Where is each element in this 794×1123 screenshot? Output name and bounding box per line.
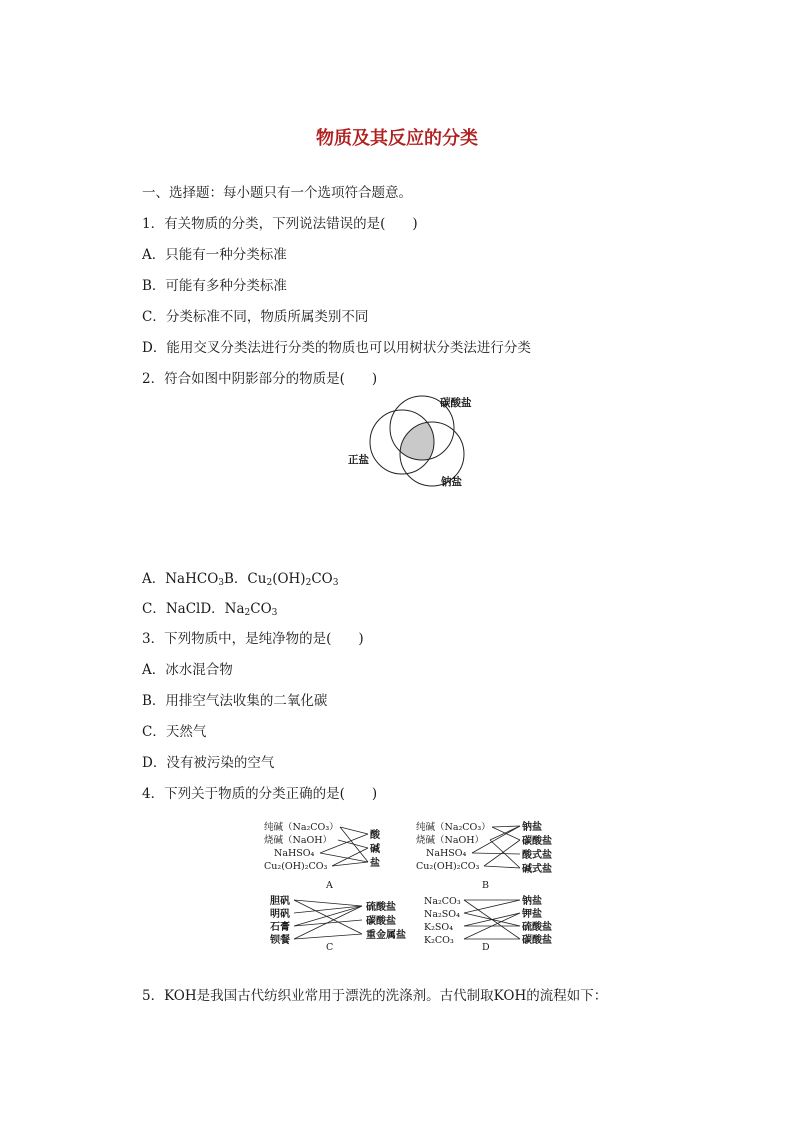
figB-right-1: 钠盐	[522, 822, 542, 833]
figure-d	[424, 894, 552, 950]
venn-diagram	[340, 390, 490, 500]
figure-c	[270, 894, 406, 950]
figB-left-2: 烧碱（NaOH）	[416, 835, 485, 846]
q3-stem: 3．下列物质中，是纯净物的是( )	[142, 631, 364, 647]
figD-left-4: K₂CO₃	[424, 935, 454, 946]
venn-label-left: 正盐	[348, 454, 369, 466]
figB-right-3: 酸式盐	[522, 850, 552, 861]
q3-option-c: C．天然气	[142, 724, 207, 740]
page-title: 物质及其反应的分类	[316, 128, 478, 149]
q3-option-b: B．用排空气法收集的二氧化碳	[142, 693, 328, 709]
figD-label: D	[482, 942, 490, 950]
q2-stem: 2．符合如图中阴影部分的物质是( )	[142, 371, 378, 387]
q2-options-cd: C．NaClD．$Na_2CO_3$	[142, 601, 278, 618]
q3-option-d: D．没有被污染的空气	[142, 755, 275, 771]
q1-option-d: D．能用交叉分类法进行分类的物质也可以用树状分类法进行分类	[142, 340, 531, 356]
figA-right-1: 酸	[370, 830, 380, 841]
q1-option-a: A．只能有一种分类标准	[142, 247, 287, 263]
figC-left-4: 钡餐	[270, 935, 290, 946]
figB-right-4: 碱式盐	[522, 864, 552, 875]
figB-right-2: 碳酸盐	[522, 836, 552, 847]
q2-options-ab: A．NaHCO$_3$B．$Cu_2(OH)_2CO_3$	[142, 571, 339, 588]
figC-right-3: 重金属盐	[366, 930, 406, 941]
figA-left-4: Cu₂(OH)₂CO₃	[264, 861, 328, 872]
figD-left-3: K₂SO₄	[424, 922, 454, 933]
figB-left-4: Cu₂(OH)₂CO₃	[416, 861, 480, 872]
venn-label-bottom: 钠盐	[441, 476, 462, 488]
q3-option-a: A．冰水混合物	[142, 662, 233, 678]
section-heading: 一、选择题：每小题只有一个选项符合题意。	[142, 185, 412, 201]
figC-left-1: 胆矾	[270, 896, 290, 907]
figD-left-1: Na₂CO₃	[424, 896, 461, 907]
venn-label-top: 碳酸盐	[440, 397, 472, 409]
figC-right-1: 硫酸盐	[366, 902, 396, 913]
q5-stem: 5．KOH是我国古代纺织业常用于漂洗的洗涤剂。古代制取KOH的流程如下：	[142, 988, 608, 1004]
figC-left-3: 石膏	[270, 922, 290, 933]
figA-left-1: 纯碱（Na₂CO₃）	[264, 822, 339, 833]
figA-left-2: 烧碱（NaOH）	[264, 835, 333, 846]
figC-links	[294, 900, 362, 939]
figA-right-2: 碱	[370, 844, 380, 855]
figC-label: C	[326, 942, 334, 950]
q1-option-b: B．可能有多种分类标准	[142, 278, 287, 294]
figD-left-2: Na₂SO₄	[424, 909, 460, 920]
figA-right-3: 盐	[370, 858, 380, 869]
figC-left-2: 明矾	[270, 909, 290, 920]
classification-figure	[258, 818, 568, 950]
figD-right-2: 钾盐	[522, 909, 542, 920]
figB-label: B	[482, 880, 489, 891]
figC-right-2: 碳酸盐	[366, 916, 396, 927]
figD-right-1: 钠盐	[522, 896, 542, 907]
q1-stem: 1．有关物质的分类，下列说法错误的是( )	[142, 216, 418, 232]
figA-label: A	[326, 880, 333, 891]
figure-a	[264, 821, 381, 891]
figD-links	[464, 900, 520, 939]
figA-left-3: NaHSO₄	[274, 848, 315, 859]
q4-stem: 4．下列关于物质的分类正确的是( )	[142, 786, 378, 802]
figure-b	[416, 820, 552, 891]
figD-right-4: 碳酸盐	[522, 935, 552, 946]
figD-right-3: 硫酸盐	[522, 922, 552, 933]
q1-option-c: C．分类标准不同，物质所属类别不同	[142, 309, 369, 325]
figB-left-3: NaHSO₄	[426, 848, 467, 859]
figB-left-1: 纯碱（Na₂CO₃）	[416, 822, 491, 833]
